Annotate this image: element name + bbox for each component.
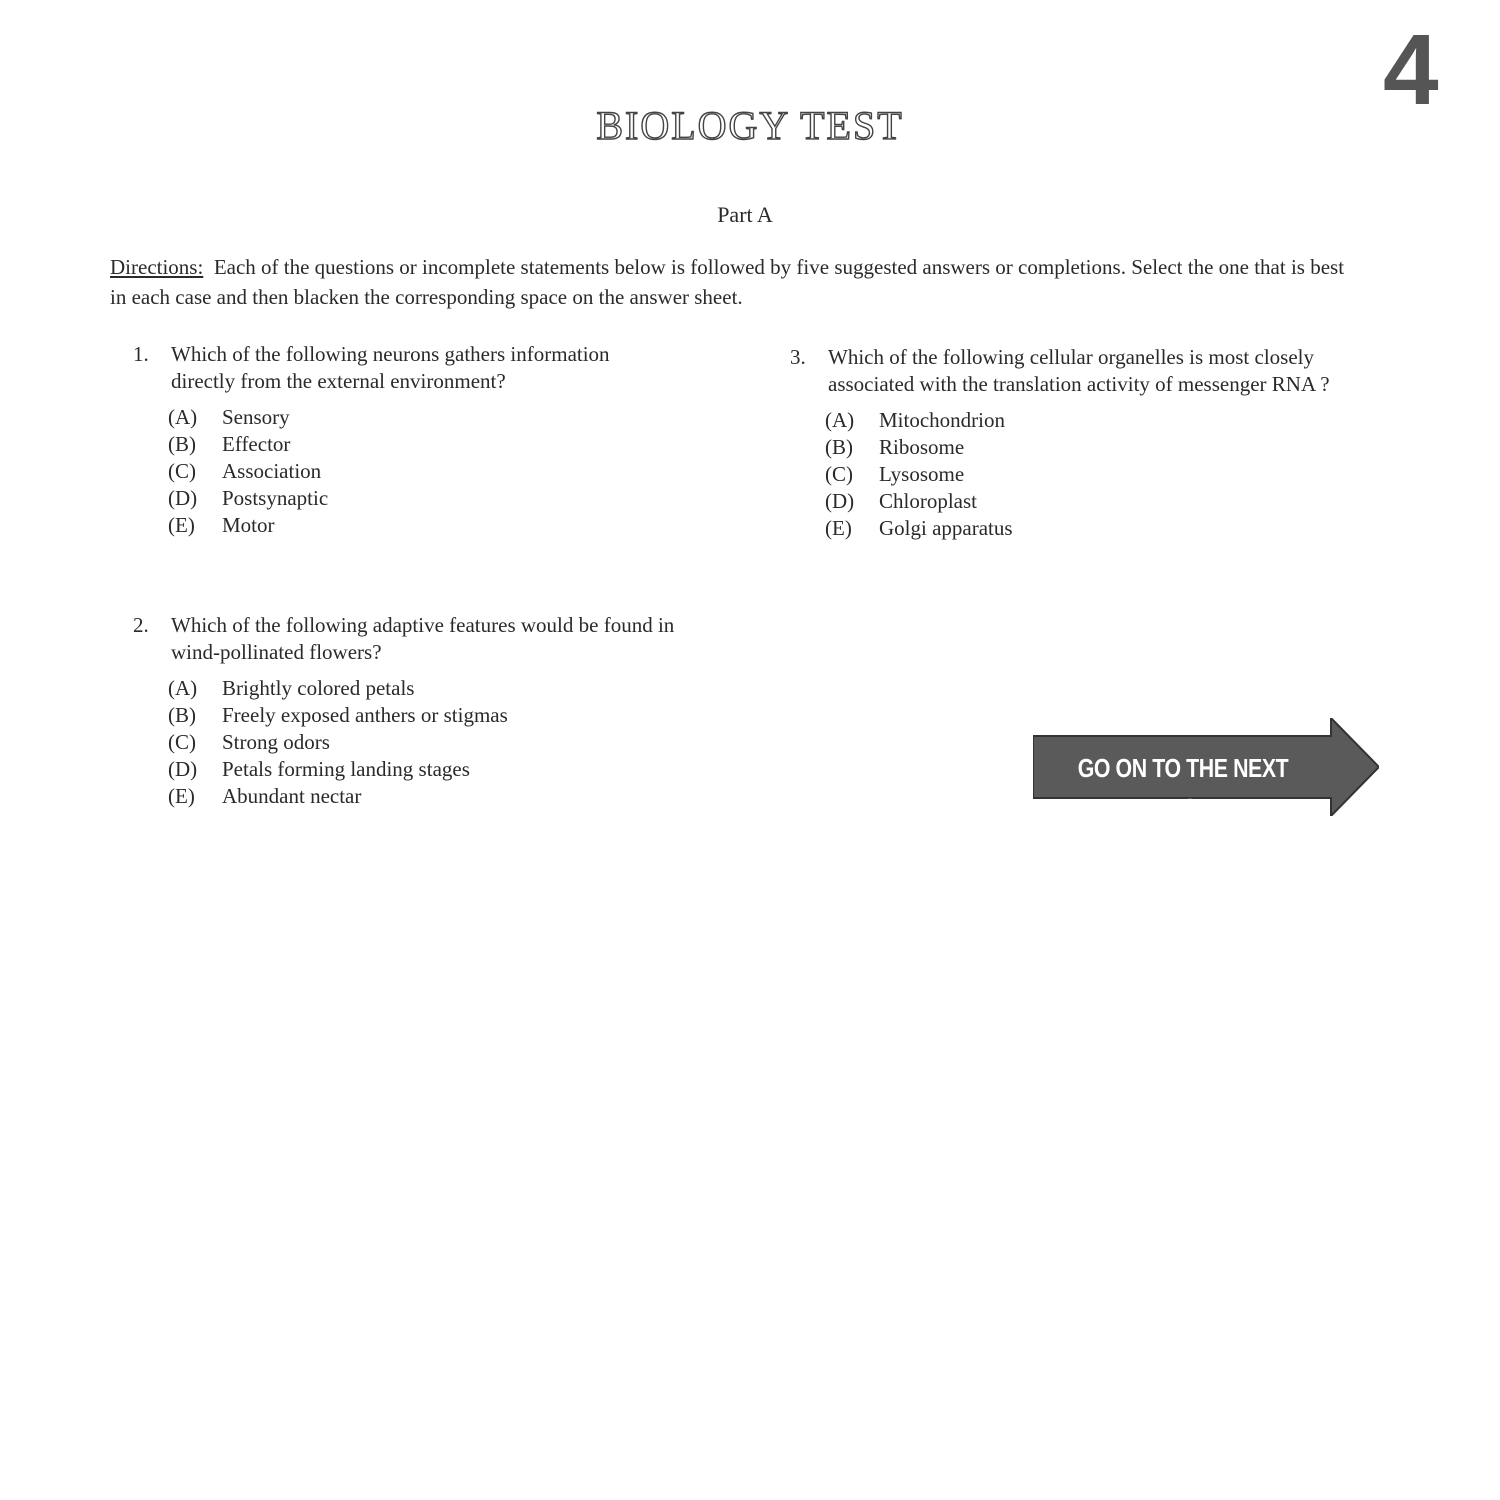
answer-option — [168, 404, 653, 431]
part-heading: Part A — [717, 202, 773, 227]
answer-option — [825, 488, 1330, 515]
question-2 — [133, 612, 693, 810]
page-title: BIOLOGY TEST — [596, 103, 904, 148]
question-stem — [790, 344, 1330, 398]
option-letter: (C) — [168, 730, 196, 754]
option-text: Abundant nectar — [222, 784, 362, 808]
next-page-label: GO ON TO THE NEXT PAGE — [1077, 753, 1289, 823]
option-text: Chloroplast — [879, 489, 977, 513]
question-number: 3. — [790, 345, 806, 369]
option-text: Lysosome — [879, 462, 965, 486]
option-text: Brightly colored petals — [222, 676, 415, 700]
option-letter: (D) — [168, 757, 198, 781]
answer-option — [825, 461, 1330, 488]
option-text: Ribosome — [879, 435, 965, 459]
page-number: 4 — [1383, 14, 1439, 126]
answer-option — [168, 485, 653, 512]
question-3 — [790, 344, 1330, 542]
option-letter: (E) — [168, 513, 195, 537]
answer-option — [168, 756, 693, 783]
option-letter: (C) — [168, 459, 196, 483]
option-letter: (E) — [825, 516, 852, 540]
option-text: Petals forming landing stages — [222, 757, 470, 781]
option-letter: (D) — [825, 489, 855, 513]
question-1 — [133, 341, 653, 539]
answer-option — [168, 458, 653, 485]
option-letter: (A) — [168, 676, 198, 700]
option-letter: (B) — [168, 432, 196, 456]
question-text: Which of the following neurons gathers information directly from the external environment? — [171, 342, 610, 393]
answer-option — [168, 783, 693, 810]
answer-options — [168, 675, 693, 810]
answer-option — [825, 515, 1330, 542]
answer-options — [825, 407, 1330, 542]
option-text: Golgi apparatus — [879, 516, 1013, 540]
option-letter: (D) — [168, 486, 198, 510]
question-stem — [133, 612, 693, 666]
directions — [110, 252, 1350, 312]
option-text: Association — [222, 459, 322, 483]
answer-options — [168, 404, 653, 539]
option-letter: (B) — [168, 703, 196, 727]
question-text: Which of the following adaptive features would be found in wind-pollinated flowers? — [171, 613, 675, 664]
answer-option — [168, 431, 653, 458]
option-text: Motor — [222, 513, 275, 537]
option-text: Sensory — [222, 405, 290, 429]
answer-option — [168, 675, 693, 702]
option-text: Mitochondrion — [879, 408, 1005, 432]
question-stem — [133, 341, 653, 395]
option-text: Postsynaptic — [222, 486, 329, 510]
answer-option — [168, 729, 693, 756]
option-letter: (C) — [825, 462, 853, 486]
answer-option — [825, 407, 1330, 434]
answer-option — [168, 512, 653, 539]
question-number: 1. — [133, 342, 149, 366]
option-letter: (E) — [168, 784, 195, 808]
option-letter: (A) — [168, 405, 198, 429]
option-letter: (B) — [825, 435, 853, 459]
answer-option — [825, 434, 1330, 461]
question-text: Which of the following cellular organelles is most closely associated with the translation activity of messenger RNA ? — [828, 345, 1330, 396]
directions-text: Each of the questions or incomplete statements below is followed by five suggested answers or completions. Select the one that is best in each case and then blacken the corresponding space on the answer sheet. — [110, 255, 1345, 309]
option-text: Strong odors — [222, 730, 330, 754]
option-letter: (A) — [825, 408, 855, 432]
next-page-arrow — [1033, 718, 1379, 823]
directions-label: Directions: — [110, 255, 204, 279]
answer-option — [168, 702, 693, 729]
question-number: 2. — [133, 613, 149, 637]
option-text: Freely exposed anthers or stigmas — [222, 703, 508, 727]
option-text: Effector — [222, 432, 291, 456]
